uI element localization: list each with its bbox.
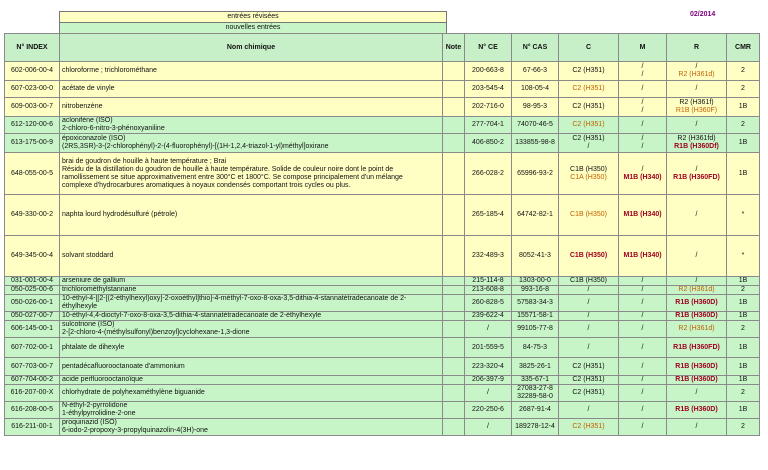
cas-cell: 1303-00-0 xyxy=(512,277,559,286)
rows.15.r-line: R1B (H360D) xyxy=(675,376,718,383)
c-cell xyxy=(559,117,619,134)
rows.18.m-line: / xyxy=(641,423,644,430)
c-cell xyxy=(559,385,619,402)
index-cell: 050-025-00-6 xyxy=(5,286,60,295)
ce-cell: 220-250-6 xyxy=(465,402,512,419)
name-cell xyxy=(60,277,443,286)
rows.16.m-line: / xyxy=(641,389,644,396)
r-cell xyxy=(667,419,727,436)
index-cell: 616-208-00-5 xyxy=(5,402,60,419)
note-cell xyxy=(443,338,465,358)
rows.13.name-line: phtalate de dihexyle xyxy=(62,343,125,351)
c-cell xyxy=(559,81,619,98)
c-cell xyxy=(559,419,619,436)
table-row xyxy=(5,358,760,376)
cas-cell: 335-67-1 xyxy=(512,376,559,385)
name-cell xyxy=(60,419,443,436)
index-cell: 607-704-00-2 xyxy=(5,376,60,385)
ce-cell: 202-716-0 xyxy=(465,98,512,117)
r-cell xyxy=(667,117,727,134)
rows.3.m-line: / xyxy=(641,121,644,128)
rows.5.m-line: M1B (H340) xyxy=(623,173,662,181)
m-cell xyxy=(619,295,667,312)
ce-cell: 277-704-1 xyxy=(465,117,512,134)
table-row xyxy=(5,277,760,286)
rows.6.name-line: naphta lourd hydrodésulfuré (pétrole) xyxy=(62,211,178,218)
index-cell: 607-702-00-1 xyxy=(5,338,60,358)
r-cell xyxy=(667,385,727,402)
m-cell xyxy=(619,338,667,358)
rows.10.name-line: éthylhexyle xyxy=(62,303,98,310)
cmr-cell: 2 xyxy=(727,286,760,295)
note-cell xyxy=(443,385,465,402)
ce-cell: 215-114-8 xyxy=(465,277,512,286)
c-cell xyxy=(559,358,619,376)
cmr-cell: 2 xyxy=(727,321,760,338)
rows.0.name-line: chloroforme ; trichlorométhane xyxy=(62,67,157,74)
table-row xyxy=(5,286,760,295)
rows.17.m-line: / xyxy=(641,406,644,413)
ce-cell: 239-622-4 xyxy=(465,312,512,321)
rows.0.c-line: C2 (H351) xyxy=(572,67,605,74)
table-row xyxy=(5,98,760,117)
r-cell xyxy=(667,338,727,358)
cas-cell: 189278-12-4 xyxy=(512,419,559,436)
rows.18.c-line: C2 (H351) xyxy=(572,423,605,430)
cmr-cell: 1B xyxy=(727,277,760,286)
r-cell xyxy=(667,286,727,295)
cmr-cell: 1B xyxy=(727,338,760,358)
legend-new: nouvelles entrées xyxy=(59,22,447,34)
rows.18.name-line: 6-iodo-2-propoxy-3-propylquinazolin-4(3H)-one xyxy=(62,427,208,434)
table-row xyxy=(5,385,760,402)
header-r: R xyxy=(667,34,727,62)
c-cell xyxy=(559,153,619,195)
c-cell xyxy=(559,295,619,312)
cmr-cell: 2 xyxy=(727,385,760,402)
cas-cell: 99105-77-8 xyxy=(512,321,559,338)
rows.15.c-line: C2 (H351) xyxy=(572,376,605,383)
rows.2.m-line: / xyxy=(641,107,644,114)
name-cell xyxy=(60,153,443,195)
name-cell xyxy=(60,81,443,98)
m-cell xyxy=(619,62,667,81)
cas-cell: 57583-34-3 xyxy=(512,295,559,312)
r-cell xyxy=(667,402,727,419)
name-cell xyxy=(60,402,443,419)
rows.17.name-line: N-éthyl-2-pyrrolidone xyxy=(62,402,128,409)
rows.3.name-line: 2-chloro-6-nitro-3-phénoxyaniline xyxy=(62,125,165,132)
rows.12.r-line: R2 (H361d) xyxy=(678,325,715,332)
cas-cell: 98-95-3 xyxy=(512,98,559,117)
rows.9.c-line: / xyxy=(587,286,590,293)
rows.5.name-line: ramollissement se situe approximativement entre 300°C et 1800°C. Se compose principalement d'un mélange xyxy=(62,173,403,181)
cas-cell: 15571-58-1 xyxy=(512,312,559,321)
cmr-cell: 1B xyxy=(727,312,760,321)
c-cell xyxy=(559,338,619,358)
cmr-cell: 1B xyxy=(727,376,760,385)
c-cell xyxy=(559,98,619,117)
cas-cell: 64742-82-1 xyxy=(512,195,559,236)
index-cell: 613-175-00-9 xyxy=(5,134,60,153)
ce-cell: 265-185-4 xyxy=(465,195,512,236)
cas-cell: 27083-27-8 32289-58-0 xyxy=(512,385,559,402)
table-row xyxy=(5,81,760,98)
rows.2.c-line: C2 (H351) xyxy=(572,103,605,110)
note-cell xyxy=(443,312,465,321)
rows.1.r-line: / xyxy=(695,85,698,92)
c-cell xyxy=(559,376,619,385)
cmr-cell: 1B xyxy=(727,153,760,195)
m-cell xyxy=(619,358,667,376)
rows.2.m-line: / xyxy=(641,99,644,106)
ce-cell: 260-828-5 xyxy=(465,295,512,312)
rows.18.r-line: / xyxy=(695,423,698,430)
rows.4.c-line: / xyxy=(587,143,590,150)
ce-cell: / xyxy=(465,321,512,338)
index-cell: 607-703-00-7 xyxy=(5,358,60,376)
rows.7.name-line: solvant stoddard xyxy=(62,252,114,259)
header-cmr: CMR xyxy=(727,34,760,62)
rows.17.r-line: R1B (H360D) xyxy=(675,406,718,413)
rows.4.m-line: / xyxy=(641,143,644,150)
cmr-cell: 1B xyxy=(727,98,760,117)
header-cas: N° CAS xyxy=(512,34,559,62)
rows.3.c-line: C2 (H351) xyxy=(572,121,605,128)
rows.3.r-line: / xyxy=(695,121,698,128)
header-ce: N° CE xyxy=(465,34,512,62)
m-cell xyxy=(619,153,667,195)
m-cell xyxy=(619,402,667,419)
r-cell xyxy=(667,312,727,321)
rows.5.name-line: complexe d'hydrocarbures aromatiques à noyaux condensés comportant trois cycles ou plus. xyxy=(62,181,351,189)
rows.12.c-line: / xyxy=(587,325,590,332)
rows.8.m-line: / xyxy=(641,277,644,284)
rows.5.name-line: Résidu de la distillation du goudron de houille à haute température. Solide de couleur noire dont le point de xyxy=(62,165,394,173)
rows.2.r-line: R2 (H361f) xyxy=(679,99,714,106)
table-row xyxy=(5,419,760,436)
note-cell xyxy=(443,321,465,338)
ce-cell: / xyxy=(465,419,512,436)
rows.6.c-line: C1B (H350) xyxy=(570,211,607,218)
rows.13.m-line: / xyxy=(641,343,644,351)
rows.6.m-line: M1B (H340) xyxy=(623,211,662,218)
rows.5.c-line: C1B (H350) xyxy=(570,165,607,173)
cas-cell: 67-66-3 xyxy=(512,62,559,81)
rows.18.name-line: proquinazid (ISO) xyxy=(62,419,117,426)
note-cell xyxy=(443,295,465,312)
cas-cell: 65996-93-2 xyxy=(512,153,559,195)
rows.16.name-line: chlorhydrate de polyhexaméthylène biguanide xyxy=(62,389,205,396)
name-cell xyxy=(60,295,443,312)
ce-cell: 266-028-2 xyxy=(465,153,512,195)
ce-cell: 206-397-9 xyxy=(465,376,512,385)
note-cell xyxy=(443,153,465,195)
c-cell xyxy=(559,62,619,81)
m-cell xyxy=(619,419,667,436)
name-cell xyxy=(60,134,443,153)
cmr-cell: 2 xyxy=(727,81,760,98)
note-cell xyxy=(443,98,465,117)
note-cell xyxy=(443,358,465,376)
cmr-cell: * xyxy=(727,236,760,277)
cmr-cell: * xyxy=(727,195,760,236)
document-date: 02/2014 xyxy=(690,11,716,18)
c-cell xyxy=(559,402,619,419)
table-row xyxy=(5,376,760,385)
index-cell: 616-207-00-X xyxy=(5,385,60,402)
r-cell xyxy=(667,295,727,312)
rows.9.m-line: / xyxy=(641,286,644,293)
rows.17.name-line: 1-éthylpyrrolidine-2-one xyxy=(62,410,136,417)
r-cell xyxy=(667,321,727,338)
index-cell: 612-120-00-6 xyxy=(5,117,60,134)
header-note: Note xyxy=(443,34,465,62)
index-cell: 649-345-00-4 xyxy=(5,236,60,277)
rows.3.name-line: aclonifène (ISO) xyxy=(62,117,113,124)
r-cell xyxy=(667,62,727,81)
ce-cell: 213-608-8 xyxy=(465,286,512,295)
index-cell: 607-023-00-0 xyxy=(5,81,60,98)
r-cell xyxy=(667,98,727,117)
m-cell xyxy=(619,117,667,134)
m-cell xyxy=(619,236,667,277)
r-cell xyxy=(667,134,727,153)
rows.12.m-line: / xyxy=(641,325,644,332)
table-row xyxy=(5,295,760,312)
index-cell: 602-006-00-4 xyxy=(5,62,60,81)
rows.13.r-line: R1B (H360FD) xyxy=(673,343,720,351)
index-cell: 606-145-00-1 xyxy=(5,321,60,338)
name-cell xyxy=(60,286,443,295)
rows.10.r-line: R1B (H360D) xyxy=(675,299,718,306)
header-name: Nom chimique xyxy=(60,34,443,62)
rows.2.r-line: R1B (H360F) xyxy=(675,107,718,114)
note-cell xyxy=(443,376,465,385)
cas-cell: 108-05-4 xyxy=(512,81,559,98)
rows.6.r-line: / xyxy=(695,211,698,218)
rows.14.c-line: C2 (H351) xyxy=(572,362,605,370)
name-cell xyxy=(60,117,443,134)
rows.4.m-line: / xyxy=(641,135,644,142)
ce-cell: 201-559-5 xyxy=(465,338,512,358)
rows.11.m-line: / xyxy=(641,312,644,319)
rows.5.name-line: brai de goudron de houille à haute température ; Brai xyxy=(62,157,227,165)
rows.16.c-line: C2 (H351) xyxy=(572,389,605,396)
r-cell xyxy=(667,358,727,376)
cas-cell: 3825-26-1 xyxy=(512,358,559,376)
cas-cell: 133855-98-8 xyxy=(512,134,559,153)
name-cell xyxy=(60,312,443,321)
m-cell xyxy=(619,98,667,117)
index-cell: 609-003-00-7 xyxy=(5,98,60,117)
rows.10.c-line: / xyxy=(587,299,590,306)
c-cell xyxy=(559,286,619,295)
note-cell xyxy=(443,62,465,81)
table-row xyxy=(5,402,760,419)
cmr-table xyxy=(4,33,760,436)
r-cell xyxy=(667,195,727,236)
rows.14.name-line: pentadécafluorooctanoate d'ammonium xyxy=(62,362,185,370)
name-cell xyxy=(60,236,443,277)
rows.15.name-line: acide perfluorooctanoïque xyxy=(62,376,143,383)
note-cell xyxy=(443,236,465,277)
note-cell xyxy=(443,195,465,236)
m-cell xyxy=(619,134,667,153)
rows.9.r-line: R2 (H361d) xyxy=(678,286,715,293)
index-cell: 050-026-00-1 xyxy=(5,295,60,312)
name-cell xyxy=(60,321,443,338)
rows.8.r-line: / xyxy=(695,277,698,284)
rows.11.r-line: R1B (H360D) xyxy=(675,312,718,319)
rows.11.name-line: 10-éthyl-4,4-dioctyl-7-oxo-8-oxa-3,5-dithia-4-stannatétradecanoate de 2-éthylhexyle xyxy=(62,312,322,319)
index-cell: 648-055-00-5 xyxy=(5,153,60,195)
m-cell xyxy=(619,376,667,385)
rows.1.c-line: C2 (H351) xyxy=(572,85,605,92)
c-cell xyxy=(559,312,619,321)
rows.4.r-line: R2 (H361fd) xyxy=(677,135,716,142)
m-cell xyxy=(619,81,667,98)
c-cell xyxy=(559,321,619,338)
note-cell xyxy=(443,402,465,419)
rows.7.r-line: / xyxy=(695,252,698,259)
ce-cell: 232-489-3 xyxy=(465,236,512,277)
note-cell xyxy=(443,419,465,436)
c-cell xyxy=(559,277,619,286)
rows.7.c-line: C1B (H350) xyxy=(569,252,608,259)
rows.5.c-line: C1A (H350) xyxy=(570,173,607,181)
table-row xyxy=(5,321,760,338)
note-cell xyxy=(443,81,465,98)
header-m: M xyxy=(619,34,667,62)
rows.0.m-line: / xyxy=(641,63,644,70)
note-cell xyxy=(443,117,465,134)
r-cell xyxy=(667,376,727,385)
index-cell: 649-330-00-2 xyxy=(5,195,60,236)
table-row xyxy=(5,312,760,321)
rows.5.r-line: R1B (H360FD) xyxy=(673,173,720,181)
table-row xyxy=(5,236,760,277)
rows.11.c-line: / xyxy=(587,312,590,319)
rows.4.r-line: R1B (H360Df) xyxy=(674,143,719,150)
r-cell xyxy=(667,277,727,286)
cas-cell: 84-75-3 xyxy=(512,338,559,358)
ce-cell: 200-663-8 xyxy=(465,62,512,81)
ce-cell: 203-545-4 xyxy=(465,81,512,98)
rows.5.m-line: / xyxy=(641,165,644,173)
table-row xyxy=(5,153,760,195)
index-cell: 616-211-00-1 xyxy=(5,419,60,436)
rows.4.name-line: (2RS,3SR)-3-(2-chlorophényl)-2-(4-fluorophényl)-[(1H-1,2,4-triazol-1-yl)méthyl]oxirane xyxy=(62,143,329,150)
rows.10.name-line: 10-éthyl-4-[[2-[(2-éthylhexyl)oxy]-2-oxoéthyl]thio]-4-méthyl-7-oxo-8-oxa-3,5-dithia-4-stannatétradecanoate de 2- xyxy=(62,295,407,302)
c-cell xyxy=(559,195,619,236)
rows.2.name-line: nitrobenzène xyxy=(62,103,103,110)
rows.14.r-line: R1B (H360D) xyxy=(675,362,718,370)
cas-cell: 2687-91-4 xyxy=(512,402,559,419)
header-index: N° INDEX xyxy=(5,34,60,62)
index-cell: 050-027-00-7 xyxy=(5,312,60,321)
m-cell xyxy=(619,277,667,286)
rows.9.name-line: trichlorométhylstannane xyxy=(62,286,137,293)
table-row xyxy=(5,134,760,153)
rows.1.name-line: acétate de vinyle xyxy=(62,85,115,92)
table-header-row xyxy=(5,34,760,62)
cmr-cell: 2 xyxy=(727,117,760,134)
r-cell xyxy=(667,236,727,277)
name-cell xyxy=(60,338,443,358)
name-cell xyxy=(60,195,443,236)
table-row xyxy=(5,195,760,236)
rows.0.r-line: R2 (H361d) xyxy=(678,71,715,78)
rows.8.c-line: C1B (H350) xyxy=(570,277,607,284)
ce-cell: / xyxy=(465,385,512,402)
r-cell xyxy=(667,81,727,98)
cmr-cell: 1B xyxy=(727,358,760,376)
rows.12.name-line: sulcotrione (ISO) xyxy=(62,321,115,328)
rows.0.m-line: / xyxy=(641,71,644,78)
m-cell xyxy=(619,286,667,295)
m-cell xyxy=(619,321,667,338)
m-cell xyxy=(619,385,667,402)
c-cell xyxy=(559,134,619,153)
cmr-cell: 1B xyxy=(727,295,760,312)
table-row xyxy=(5,117,760,134)
cas-cell: 74070-46-5 xyxy=(512,117,559,134)
m-cell xyxy=(619,195,667,236)
cmr-cell: 1B xyxy=(727,134,760,153)
index-cell: 031-001-00-4 xyxy=(5,277,60,286)
rows.7.m-line: M1B (H340) xyxy=(623,252,662,259)
rows.5.r-line: / xyxy=(695,165,698,173)
legend-revised: entrées révisées xyxy=(59,11,447,23)
cmr-cell: 1B xyxy=(727,402,760,419)
cmr-cell: 2 xyxy=(727,419,760,436)
rows.14.m-line: / xyxy=(641,362,644,370)
note-cell xyxy=(443,286,465,295)
cmr-cell: 2 xyxy=(727,62,760,81)
name-cell xyxy=(60,385,443,402)
name-cell xyxy=(60,376,443,385)
rows.4.c-line: C2 (H351) xyxy=(572,135,605,142)
ce-cell: 223-320-4 xyxy=(465,358,512,376)
rows.17.c-line: / xyxy=(587,406,590,413)
name-cell xyxy=(60,62,443,81)
header-c: C xyxy=(559,34,619,62)
rows.16.r-line: / xyxy=(695,389,698,396)
name-cell xyxy=(60,98,443,117)
name-cell xyxy=(60,358,443,376)
rows.4.name-line: époxiconazole (ISO) xyxy=(62,135,126,142)
rows.13.c-line: / xyxy=(587,343,590,351)
rows.1.m-line: / xyxy=(641,85,644,92)
rows.15.m-line: / xyxy=(641,376,644,383)
cas-cell: 8052-41-3 xyxy=(512,236,559,277)
ce-cell: 406-850-2 xyxy=(465,134,512,153)
rows.10.m-line: / xyxy=(641,299,644,306)
cas-cell: 993-16-8 xyxy=(512,286,559,295)
rows.12.name-line: 2-[2-chloro-4-(méthylsulfonyl)benzoyl]cyclohexane-1,3-dione xyxy=(62,329,250,336)
c-cell xyxy=(559,236,619,277)
rows.8.name-line: arseniure de gallium xyxy=(62,277,126,284)
rows.0.r-line: / xyxy=(695,63,698,70)
table-row xyxy=(5,62,760,81)
m-cell xyxy=(619,312,667,321)
r-cell xyxy=(667,153,727,195)
table-row xyxy=(5,338,760,358)
note-cell xyxy=(443,134,465,153)
note-cell xyxy=(443,277,465,286)
